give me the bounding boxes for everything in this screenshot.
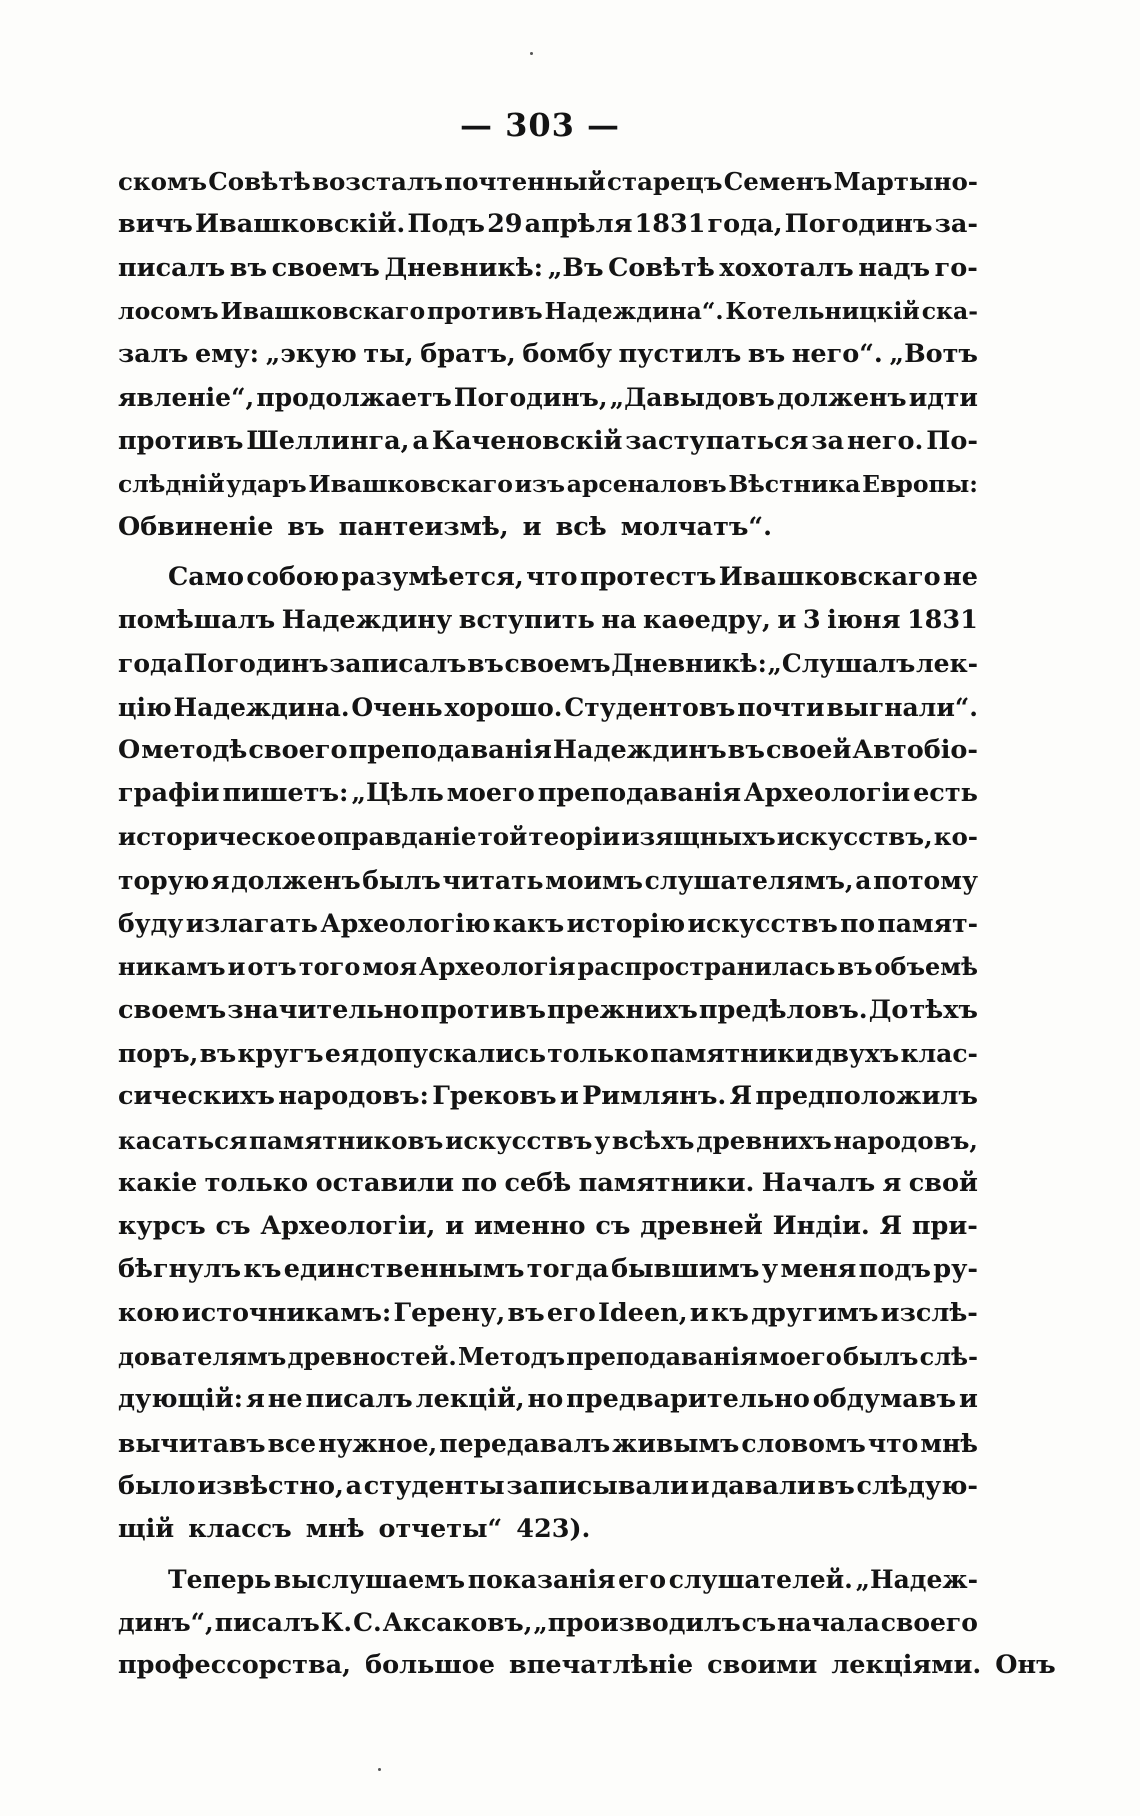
text-line: О методѣ своего преподаванія Надеждинъ въ своей Автобіо- [118,734,978,765]
text-line: дователямъ древностей. Методъ преподаванія моего былъ слѣ- [118,1342,978,1372]
text-line: профессорства, большое впечатлѣніе своими лекціями. Онъ [118,1650,1056,1681]
text-line: динъ“, писалъ К. С. Аксаковъ, „производилъ съ начала своего [118,1607,978,1637]
text-line: курсъ съ Археологіи, и именно съ древней Индіи. Я при- [118,1211,978,1242]
text-line: щій классъ мнѣ отчеты“ 423). [118,1514,591,1545]
paragraph [118,1558,1056,1688]
text-line: касаться памятниковъ искусствъ у всѣхъ древнихъ народовъ, [118,1125,978,1155]
paragraph [118,160,978,550]
text-line: вичъ Ивашковскій. Подъ 29 апрѣля 1831 года, Погодинъ за- [118,209,978,240]
text-line: бѣгнулъ къ единственнымъ тогда бывшимъ у меня подъ ру- [118,1254,978,1285]
text-line: буду излагать Археологію какъ исторію искусствъ по памят- [118,909,978,939]
text-line: Теперь выслушаемъ показанія его слушателей. „Надеж- [168,1564,978,1594]
text-line: залъ ему: „экую ты, братъ, бомбу пустилъ въ него“. „Вотъ [118,339,978,370]
text-line: какіе только оставили по себѣ памятники. Началъ я свой [118,1167,978,1198]
text-line: историческое оправданіе той теоріи изящныхъ искусствъ, ко- [118,822,978,852]
text-line: явленіе“, продолжаетъ Погодинъ, „Давыдовъ долженъ идти [118,383,978,413]
scan-speck [530,52,533,55]
text-line: графіи пишетъ: „Цѣль моего преподаванія Археологіи есть [118,778,978,809]
text-line: дующій: я не писалъ лекцій, но предварительно обдумавъ и [118,1384,978,1415]
text-line: поръ, въ кругъ ея допускались только памятники двухъ клас- [118,1038,978,1068]
text-line: торую я долженъ былъ читать моимъ слушателямъ, а потому [118,865,978,895]
text-line: Само собою разумѣется, что протестъ Ивашковскаго не [168,561,978,592]
text-line: своемъ значительно противъ прежнихъ предѣловъ. До тѣхъ [118,994,978,1025]
text-line: слѣдній ударъ Ивашковскаго изъ арсеналовъ Вѣстника Европы: [118,470,978,499]
text-line: лосомъ Ивашковскаго противъ Надеждина“. Котельницкій ска- [118,296,978,325]
text-line: было извѣстно, а студенты записывали и давали въ слѣдую- [118,1470,978,1501]
text-line: писалъ въ своемъ Дневникѣ: „Въ Совѣтѣ хохоталъ надъ го- [118,252,978,283]
text-line: кою источникамъ: Герену, въ его Ideen, и къ другимъ изслѣ- [118,1297,978,1328]
page-number: — 303 — [459,106,621,144]
text-line: вычитавъ все нужное, передавалъ живымъ словомъ что мнѣ [118,1428,978,1458]
scan-speck [378,1768,381,1771]
text-line: сическихъ народовъ: Грековъ и Римлянъ. Я предположилъ [118,1081,978,1112]
text-line: противъ Шеллинга, а Каченовскій заступаться за него. По- [118,425,978,456]
body-text [118,160,1056,1687]
paragraph [118,556,978,1552]
text-line: Обвиненіе въ пантеизмѣ, и всѣ молчатъ“. [118,512,772,543]
text-line: года Погодинъ записалъ въ своемъ Дневникѣ: „Слушалъ лек- [118,649,978,679]
text-line: никамъ и отъ того моя Археологія распространилась въ объемѣ [118,952,978,982]
text-line: помѣшалъ Надеждину вступить на каѳедру, и 3 іюня 1831 [118,604,978,635]
text-line: скомъ Совѣтѣ возсталъ почтенный старецъ Семенъ Мартыно- [118,167,978,196]
text-line: цію Надеждина. Очень хорошо. Студентовъ почти выгнали“. [118,692,978,722]
